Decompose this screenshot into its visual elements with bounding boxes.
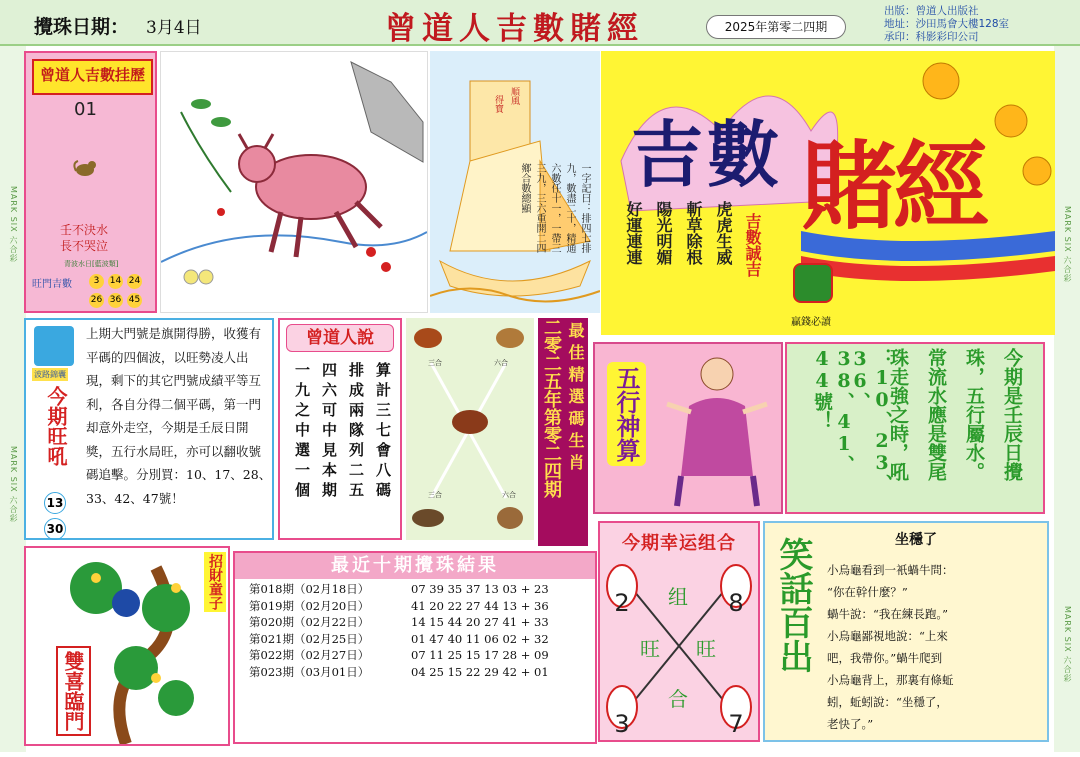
relation-label: 六合 [494, 359, 508, 367]
zeng-says-col: 四六可中見本期 [320, 362, 338, 502]
period-cell: 第018期（02月18日） [249, 582, 370, 596]
zeng-says-col: 算計三七會八碼 [374, 362, 392, 502]
joke-title: 坐穩了 [895, 532, 937, 548]
ship-flag-text-1: 順風 [509, 87, 519, 105]
zeng-says-col: 一九之中選一個 [293, 362, 311, 502]
jishu-title: 吉數 [631, 112, 784, 197]
dujing-title: 賭經 [801, 130, 985, 243]
combo-center-bottom: 合 [668, 687, 688, 711]
wangmen-number: 26 [89, 293, 104, 308]
side-number: 30 [44, 518, 66, 540]
numbers-cell: 01 47 40 11 06 02 + 32 [411, 631, 549, 646]
zeng-says-title: 曾道人說 [286, 324, 394, 352]
numbers-cell: 14 15 44 20 27 41 + 33 [411, 615, 549, 629]
ox-drawing [161, 52, 427, 312]
wangmen-number: 14 [108, 274, 123, 289]
best-pick-title: 最佳精選碼生肖 [566, 322, 585, 476]
calendar-poem-1: 壬不決水 [60, 223, 109, 237]
recent-results-title: 最近十期攪珠結果 [235, 553, 595, 579]
period-cell: 第021期（02月25日） [249, 631, 370, 646]
combo-number: 8 [728, 589, 744, 617]
prediction-col: 珠走強之時，吼 [887, 348, 909, 481]
wangmen-label: 旺門吉數 [32, 279, 72, 290]
ship-flag-text-2: 得寶 [493, 95, 503, 113]
zeng-says-col: 排成兩隊列二五 [347, 362, 365, 502]
zodiac-diagram [406, 318, 534, 540]
numbers-cell: 07 11 25 15 17 28 + 09 [411, 648, 549, 662]
table-row [249, 598, 589, 615]
relation-label: 六合 [502, 491, 516, 499]
joke-line: 小烏龜鄙視地說：“上來 [827, 629, 948, 643]
zeng-says-panel [278, 318, 402, 540]
double-happiness-panel [24, 546, 230, 746]
left-border-text: MARK SIX 六合彩 [9, 186, 18, 264]
prediction-col: 珠，五行屬水。 [963, 348, 985, 481]
prediction-panel [785, 342, 1045, 514]
joke-line: 小烏龜看到一衹蝸牛問： [827, 563, 954, 577]
combo-center-top: 组 [668, 585, 688, 609]
joke-line: 小烏龜背上，那裏有條蚯 [827, 673, 954, 687]
jishu-poem-col: 斬草除根 [684, 201, 703, 265]
jishu-poem-col: 陽光明媚 [654, 201, 673, 265]
lucky-calendar-title: 曾道人吉數挂歷 [32, 59, 153, 95]
publisher-info [884, 5, 1009, 44]
recent-results-panel [233, 551, 597, 744]
table-row [249, 581, 589, 598]
jokes-panel [763, 521, 1049, 742]
jokes-title: 笑話百出 [773, 537, 813, 673]
right-border-text-2: MARK SIX 六合彩 [1063, 606, 1072, 684]
wangmen-number: 24 [127, 274, 142, 289]
prediction-col: ：10、23、36、 [849, 348, 893, 493]
lucky-calendar-panel [24, 51, 157, 313]
issue-label: 2025年第零二四期 [706, 15, 846, 39]
period-cell: 第019期（02月20日） [249, 598, 370, 613]
joke-line: 蚓，蚯蚓說：“坐穩了， [827, 695, 948, 709]
strategy-icon [34, 326, 74, 366]
combo-center-right: 旺 [696, 637, 716, 661]
period-cell: 第020期（02月22日） [249, 615, 370, 629]
joke-line: 吧，我帶你。”蝸牛爬到 [827, 651, 943, 665]
draw-date-label: 攪珠日期： [34, 16, 130, 38]
this-period-title: 今期旺吼 [44, 386, 68, 466]
numbers-cell: 04 25 15 22 29 42 + 01 [411, 664, 549, 679]
jishu-dujing-panel [601, 51, 1055, 335]
wangmen-number: 36 [108, 293, 123, 308]
ship-panel [430, 51, 600, 313]
right-border-text: MARK SIX 六合彩 [1063, 206, 1072, 284]
lucky-combo-title: 今期幸运组合 [622, 533, 736, 554]
ship-poem: 一字記曰：排四七排九，數盡二十，精通六數任十一，一帶三三九，三六重開二四鄉合數總顯 [519, 163, 590, 253]
results-table [249, 581, 589, 680]
money-bag-icon [793, 263, 833, 303]
last-period-analysis-panel [24, 318, 274, 540]
five-elements-panel [593, 342, 783, 514]
prediction-col: 38、41、44號！ [811, 348, 855, 474]
double-happiness-title: 雙喜臨門 [56, 646, 91, 736]
draw-date-value: 3月4日 [146, 18, 202, 38]
strategy-label: 波路錦囊 [34, 370, 66, 379]
combo-number: 3 [614, 710, 630, 738]
left-border-text-2: MARK SIX 六合彩 [9, 446, 18, 524]
printer-line: 承印：科影彩印公司 [884, 31, 979, 43]
analysis-text: 上期大門號是旗開得勝，收獲有平碼的四個波，以旺勢凌人出現，剩下的其它門號成績平等互利，各自分得二個平碼，第一門却意外走空，今期是壬辰日開獎，五行水局旺，亦可以翻收號碼追擊。分別買：10、17、28、33、42、47號！ [86, 326, 272, 506]
joke-line: “你在幹什麼？” [827, 585, 908, 599]
child-figure [657, 346, 777, 511]
period-cell: 第023期（03月01日） [249, 664, 370, 679]
calendar-sub-label: 青波水日[藍波類] [64, 260, 119, 268]
joke-line: 老快了。” [827, 717, 874, 731]
address-line: 地址：沙田馬會大樓128室 [884, 18, 1010, 30]
jishu-badge: 贏錢必讀 [791, 317, 831, 328]
main-title: 曾道人吉數賭經 [385, 11, 644, 47]
wangmen-number: 3 [89, 274, 104, 289]
lucky-combo-panel [598, 521, 760, 742]
table-row [249, 614, 589, 631]
table-row [249, 631, 589, 648]
five-elements-title: 五行神算 [607, 362, 646, 466]
jishu-side-label: 吉數誠吉 [743, 213, 762, 277]
calendar-poem-2: 長不哭泣 [60, 239, 109, 253]
combo-center-left: 旺 [640, 637, 660, 661]
fortune-boy-label: 招財童子 [204, 552, 226, 612]
relation-label: 三合 [428, 359, 442, 367]
side-number: 13 [44, 492, 66, 514]
jishu-poem-col: 虎虎生威 [714, 201, 733, 265]
calendar-number: 01 [74, 99, 97, 120]
best-pick-panel [538, 318, 588, 546]
jishu-poem-col: 好運連連 [624, 201, 643, 265]
ox-illustration [160, 51, 428, 313]
left-border [0, 46, 26, 752]
monkey-icon [72, 157, 98, 179]
joke-body [827, 559, 1047, 735]
numbers-cell: 41 20 22 27 44 13 + 36 [411, 598, 549, 613]
relation-label: 三合 [428, 491, 442, 499]
right-border [1054, 46, 1080, 752]
table-row [249, 664, 589, 681]
combo-number: 7 [728, 710, 744, 738]
wangmen-number: 45 [127, 293, 142, 308]
combo-number: 2 [614, 589, 630, 617]
zodiac-relations-panel [406, 318, 534, 540]
prediction-col: 常流水應是雙尾 [925, 348, 947, 481]
publisher-line: 出版：曾道人出版社 [884, 5, 979, 17]
best-pick-issue: 二零二五年第零二四期 [541, 318, 562, 498]
prediction-col: 今期是壬辰日攪 [1001, 348, 1023, 481]
numbers-cell: 07 39 35 37 13 03 + 23 [411, 582, 549, 596]
table-row [249, 647, 589, 664]
period-cell: 第022期（02月27日） [249, 648, 370, 662]
joke-line: 蝸牛說：“我在練長跑。” [827, 607, 949, 621]
